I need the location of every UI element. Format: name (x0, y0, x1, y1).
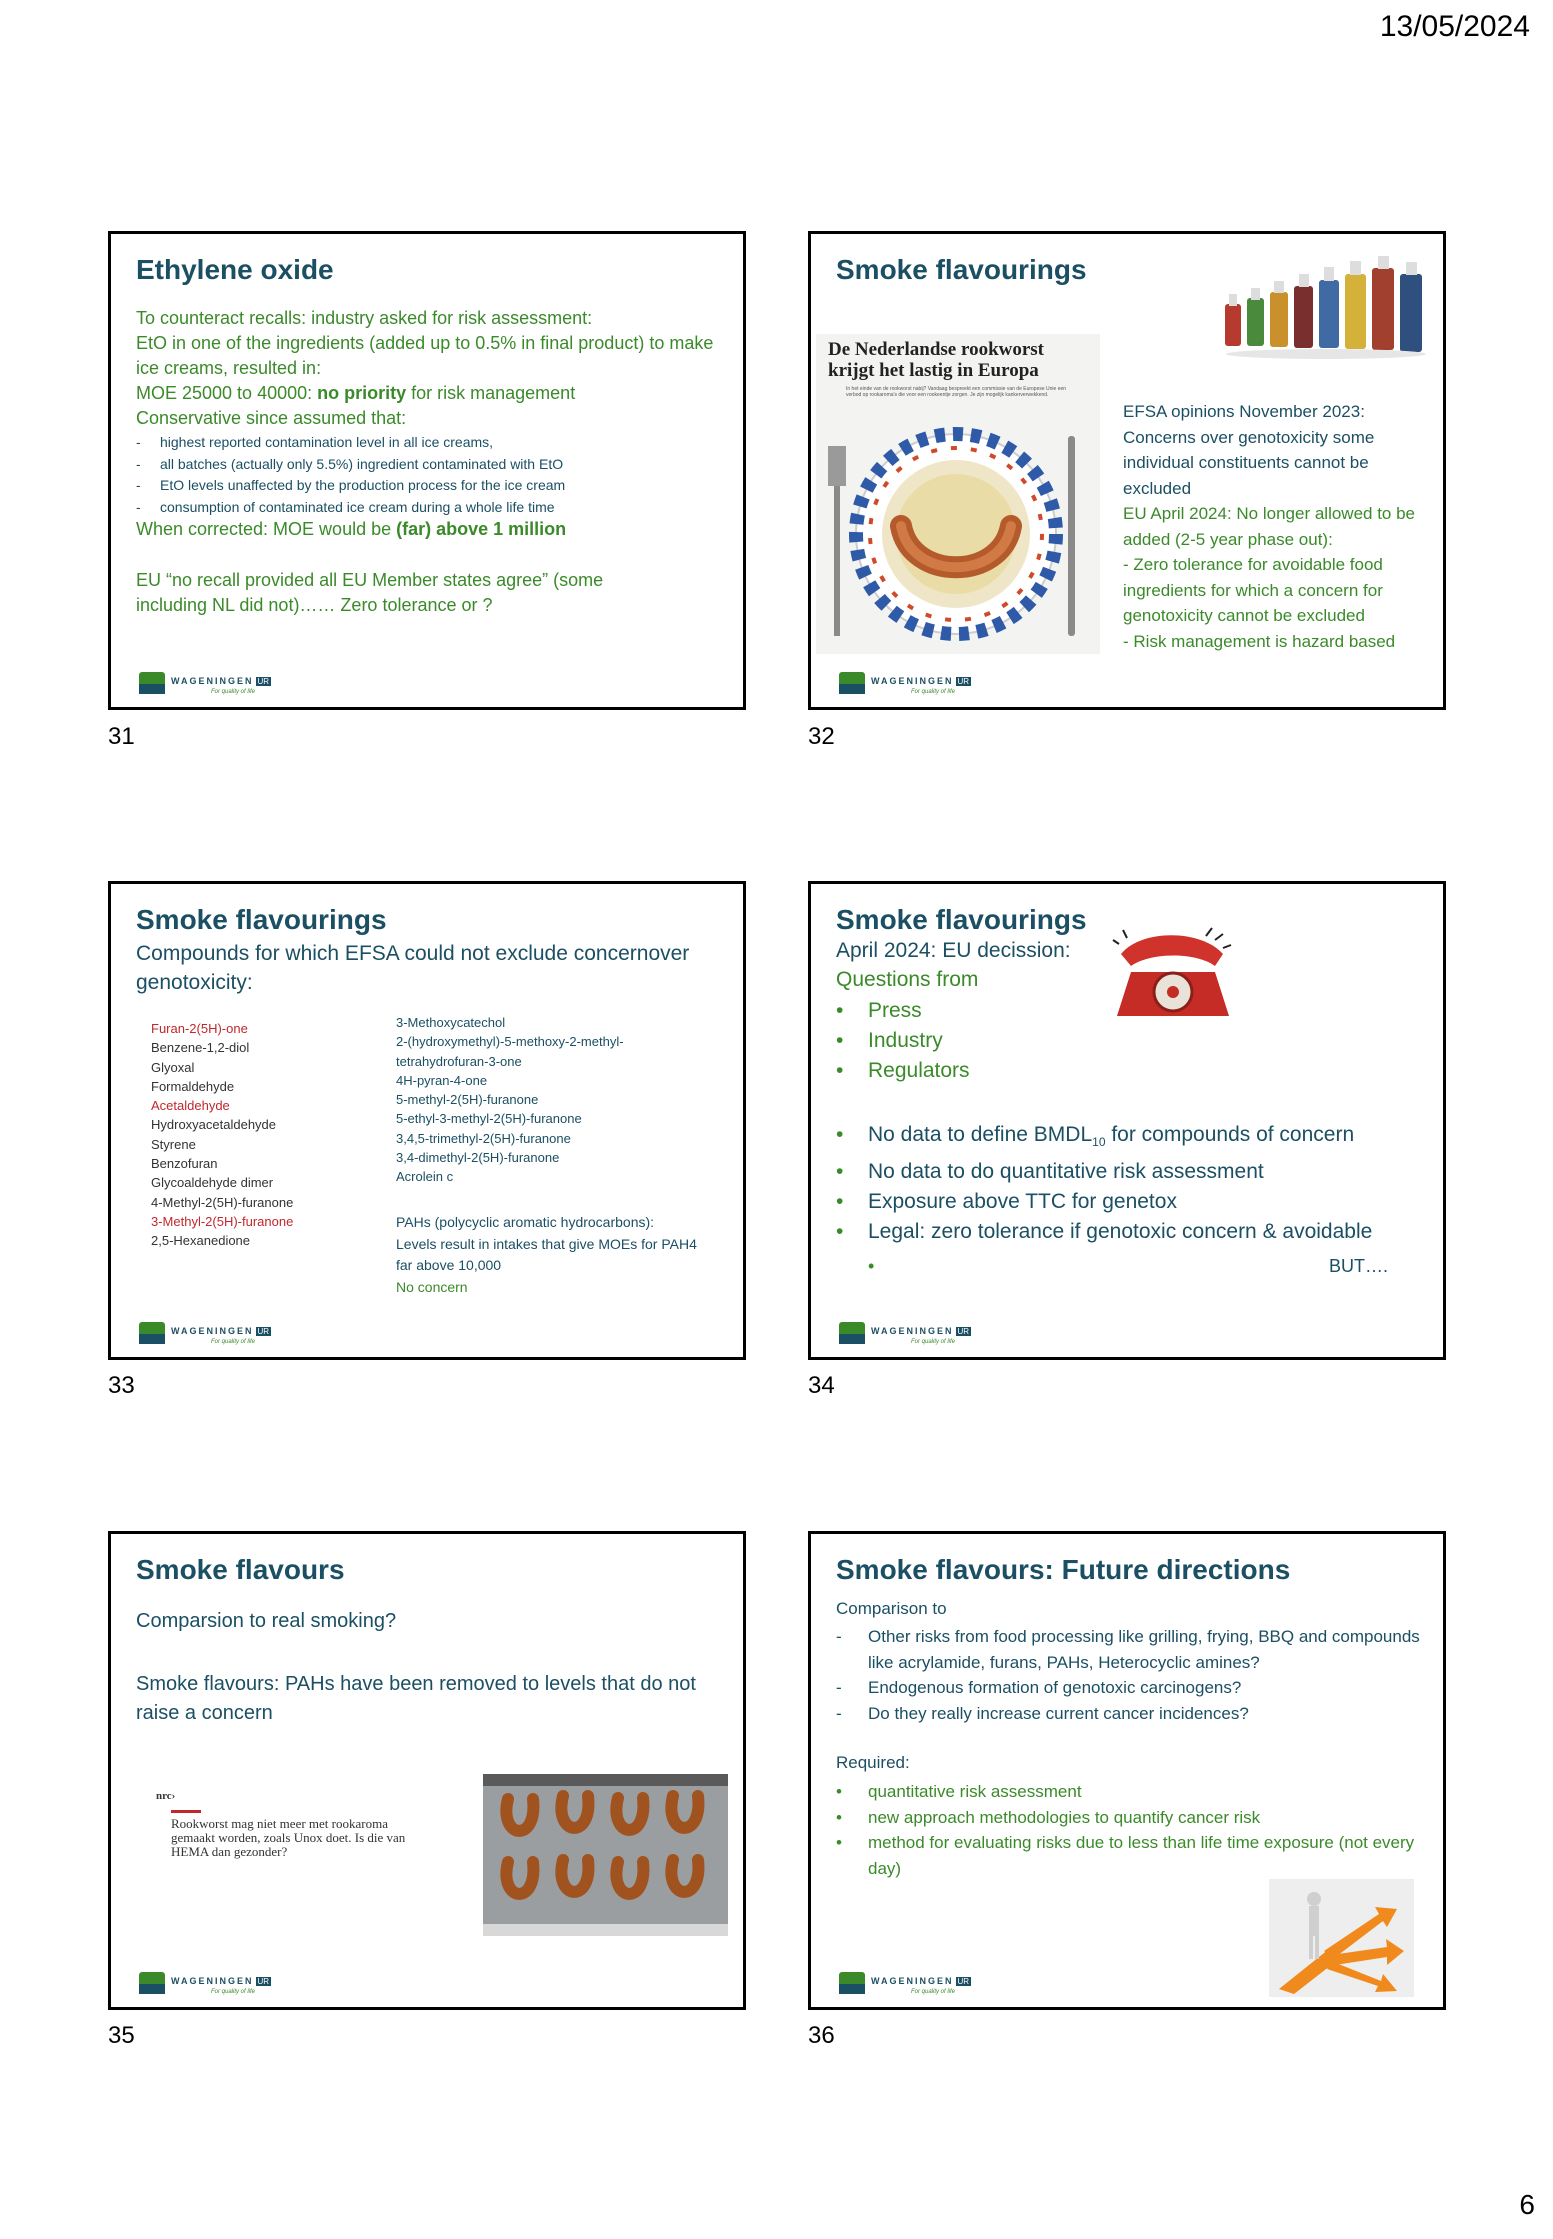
text-line: EtO in one of the ingredients (added up to 0.5% in final product) to make ice creams, resulted in: (136, 333, 714, 378)
questions-list (836, 996, 970, 1086)
compound-list-right (396, 1013, 641, 1187)
hanging-sausages-image (483, 1774, 728, 1936)
slide-number: 32 (808, 723, 835, 750)
list-item: 4-Methyl-2(5H)-furanone (151, 1194, 294, 1210)
text-line: To counteract recalls: industry asked for risk assessment: (136, 308, 593, 328)
list-item: Acetaldehyde (151, 1098, 230, 1114)
list-item: 3,4,5-trimethyl-2(5H)-furanone (396, 1130, 571, 1146)
list-item: - Endogenous formation of genotoxic carcinogens? (836, 1675, 1426, 1701)
slide-number: 36 (808, 2022, 835, 2049)
text-line: April 2024: EU decission: (836, 939, 1071, 962)
list-item: 5-methyl-2(5H)-furanone (396, 1092, 539, 1108)
slide-number: 35 (108, 2022, 135, 2049)
text-line: When corrected: MOE would be (far) above 1 million (136, 519, 567, 539)
compound-list-left (151, 1019, 293, 1251)
slide-title: Smoke flavourings (136, 904, 387, 935)
text-line: EU “no recall provided all EU Member states agree” (some including NL did not)…… Zero tolerance or ? (136, 570, 604, 615)
text-line: Questions from (836, 968, 979, 991)
list-item: 2,5-Hexanedione (151, 1233, 251, 1249)
slide-title: Ethylene oxide (136, 254, 334, 285)
list-item: - Other risks from food processing like grilling, frying, BBQ and compounds like acrylamide, furans, PAHs, Heterocyclic amines? (836, 1624, 1426, 1675)
list-item: • Exposure above TTC for genetox (836, 1187, 1436, 1217)
list-item: • No data to do quantitative risk assessment (836, 1157, 1436, 1187)
text-line: MOE 25000 to 40000: no priority for risk management (136, 383, 576, 403)
text-line: Required: (836, 1753, 910, 1772)
list-item: 3-Methyl-2(5H)-furanone (151, 1213, 294, 1229)
list-item: - EtO levels unaffected by the production process for the ice cream (136, 475, 726, 497)
list-item: 5-ethyl-3-methyl-2(5H)-furanone (396, 1111, 582, 1127)
plate-with-sausage-image (816, 406, 1100, 654)
list-item: • BUT…. (868, 1256, 1388, 1276)
wageningen-logo: WAGENINGEN UR For quality of life (839, 1321, 971, 1345)
slide-number: 34 (808, 1372, 835, 1399)
assumption-list (136, 432, 726, 518)
list-item: Benzofuran (151, 1156, 218, 1172)
smoke-flavour-bottles-image (1221, 254, 1431, 364)
list-item: Styrene (151, 1136, 196, 1152)
page-date: 13/05/2024 (1379, 10, 1530, 43)
list-item: 2-(hydroxymethyl)-5-methoxy-2-methyl-tetrahydrofuran-3-one (396, 1034, 624, 1069)
text-line: EU April 2024: No longer allowed to be added (2-5 year phase out): (1123, 504, 1416, 549)
slide-31 (108, 231, 746, 710)
list-item: • Legal: zero tolerance if genotoxic concern & avoidable (836, 1217, 1436, 1247)
text-line: EFSA opinions November 2023: (1123, 402, 1365, 421)
text-line: Comparison to (836, 1599, 947, 1618)
list-item: • Press (836, 996, 970, 1026)
slide-number: 31 (108, 723, 135, 750)
list-item: 3-Methoxycatechol (396, 1015, 506, 1030)
nrc-article-snippet: nrc› Rookworst mag niet meer met rookaroma gemaakt worden, zoals Unox doet. Is die van HEMA dan gezonder? (156, 1790, 406, 1859)
slide-34 (808, 881, 1446, 1360)
list-item: - Do they really increase current cancer incidences? (836, 1701, 1426, 1727)
slide-title: Smoke flavourings (836, 254, 1087, 285)
slide-title: Smoke flavours (136, 1554, 345, 1585)
list-item: Glyoxal (151, 1059, 195, 1075)
list-item: - highest reported contamination level in all ice creams, (136, 432, 726, 454)
slide-number: 33 (108, 1372, 135, 1399)
slide-subtitle: Compounds for which EFSA could not exclude concernover genotoxicity: (136, 942, 690, 994)
text-line: Concerns over genotoxicity some individual constituents cannot be excluded (1123, 427, 1375, 498)
wageningen-logo: WAGENINGEN UR For quality of life (139, 671, 271, 695)
required-list (836, 1779, 1426, 1881)
list-item: 3,4-dimethyl-2(5H)-furanone (396, 1150, 560, 1166)
list-item: • Industry (836, 1026, 970, 1056)
slide-33 (108, 881, 746, 1360)
list-item: - all batches (actually only 5.5%) ingredient contaminated with EtO (136, 454, 726, 476)
list-item: Glycoaldehyde dimer (151, 1175, 274, 1191)
slide-title: Smoke flavours: Future directions (836, 1554, 1291, 1585)
pah-note: PAHs (polycyclic aromatic hydrocarbons): Levels result in intakes that give MOEs for PAH4 far above 10,000 No concern (396, 1214, 697, 1295)
list-item: • quantitative risk assessment (836, 1779, 1426, 1805)
text-line: - Zero tolerance for avoidable food ingredients for which a concern for genotoxicity cannot be excluded (1123, 555, 1383, 625)
list-item: • new approach methodologies to quantify cancer risk (836, 1805, 1426, 1831)
wageningen-logo: WAGENINGEN UR For quality of life (139, 1321, 271, 1345)
list-item: • method for evaluating risks due to less than life time exposure (not every day) (836, 1830, 1426, 1881)
news-subtext: In het einde van de rookworst nabij? Vandaag bespreekt een commissie van de Europese Unie een verbod op rookaroma's die voor een rookeentje zorgen. Je zijn mogelijk kankerverwekkend. (846, 386, 1067, 398)
wageningen-logo: WAGENINGEN UR For quality of life (139, 1971, 271, 1995)
slide-title: Smoke flavourings (836, 904, 1087, 935)
list-item: - consumption of contaminated ice cream during a whole life time (136, 497, 726, 519)
text-line: Conservative since assumed that: (136, 408, 407, 428)
news-headline: De Nederlandse rookworst krijgt het lastig in Europa (828, 339, 1045, 381)
list-item: Formaldehyde (151, 1078, 235, 1094)
wageningen-logo: WAGENINGEN UR For quality of life (839, 1971, 971, 1995)
slide-32 (808, 231, 1446, 710)
list-item: Benzene-1,2-diol (151, 1040, 250, 1056)
list-item: 4H-pyran-4-one (396, 1072, 488, 1088)
text-line: Comparsion to real smoking? (136, 1610, 397, 1632)
conclusion-list (836, 1120, 1436, 1247)
crossroads-arrows-image (1269, 1879, 1414, 1997)
list-item: Furan-2(5H)-one (151, 1021, 248, 1036)
slide-35 (108, 1531, 746, 2010)
list-item: Hydroxyacetaldehyde (151, 1117, 277, 1133)
slide-36 (808, 1531, 1446, 2010)
comparison-list (836, 1624, 1426, 1726)
list-item: • No data to define $BMDL_{10}$ for compounds of concern (836, 1120, 1436, 1157)
list-item: • Regulators (836, 1056, 970, 1086)
ringing-telephone-image (1111, 924, 1241, 1024)
page-number: 6 (1519, 2189, 1535, 2220)
text-line: - Risk management is hazard based (1123, 631, 1396, 651)
list-item: Acrolein c (396, 1169, 454, 1185)
wageningen-logo: WAGENINGEN UR For quality of life (839, 671, 971, 695)
text-line: Smoke flavours: PAHs have been removed to levels that do not raise a concern (136, 1673, 696, 1724)
newspaper-article-image (816, 334, 1100, 654)
